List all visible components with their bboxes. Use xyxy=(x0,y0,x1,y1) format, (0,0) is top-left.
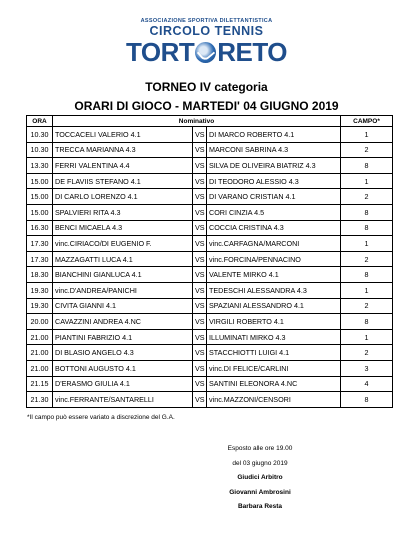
table-row xyxy=(27,360,393,376)
cell-time: 13.30 xyxy=(27,158,53,174)
cell-vs: VS xyxy=(193,158,207,174)
cell-time: 15.00 xyxy=(27,173,53,189)
cell-player-2: VALENTE MIRKO 4.1 xyxy=(207,267,341,283)
cell-court: 8 xyxy=(341,158,393,174)
cell-player-2: COCCIA CRISTINA 4.3 xyxy=(207,220,341,236)
cell-vs: VS xyxy=(193,251,207,267)
table-row xyxy=(27,220,393,236)
cell-player-1: CAVAZZINI ANDREA 4.NC xyxy=(53,314,193,330)
table-row xyxy=(27,345,393,361)
cell-vs: VS xyxy=(193,314,207,330)
cell-time: 21.30 xyxy=(27,392,53,408)
cell-time: 21.15 xyxy=(27,376,53,392)
table-row xyxy=(27,189,393,205)
cell-player-1: DI BLASIO ANGELO 4.3 xyxy=(53,345,193,361)
cell-time: 21.00 xyxy=(27,329,53,345)
tennis-ball-icon xyxy=(195,42,216,63)
cell-player-1: BOTTONI AUGUSTO 4.1 xyxy=(53,360,193,376)
cell-time: 16.30 xyxy=(27,220,53,236)
cell-player-2: SPAZIANI ALESSANDRO 4.1 xyxy=(207,298,341,314)
cell-vs: VS xyxy=(193,189,207,205)
table-row xyxy=(27,329,393,345)
association-name: ASSOCIAZIONE SPORTIVA DILETTANTISTICA xyxy=(140,18,273,24)
cell-player-1: FERRI VALENTINA 4.4 xyxy=(53,158,193,174)
cell-vs: VS xyxy=(193,204,207,220)
referee-name-1: Giovanni Ambrosini xyxy=(229,488,291,496)
cell-court: 1 xyxy=(341,127,393,143)
cell-court: 2 xyxy=(341,189,393,205)
cell-player-2: DI TEODORO ALESSIO 4.3 xyxy=(207,173,341,189)
cell-court: 4 xyxy=(341,376,393,392)
cell-time: 10.30 xyxy=(27,142,53,158)
cell-player-1: DE FLAVIIS STEFANO 4.1 xyxy=(53,173,193,189)
cell-vs: VS xyxy=(193,173,207,189)
column-header-campo: CAMPO* xyxy=(341,116,393,127)
cell-player-2: vinc.DI FELICE/CARLINI xyxy=(207,360,341,376)
cell-court: 8 xyxy=(341,267,393,283)
referee-name-2: Barbara Resta xyxy=(237,503,283,510)
cell-vs: VS xyxy=(193,267,207,283)
cell-court: 1 xyxy=(341,282,393,298)
posted-time: Esposto alle ore 19.00 xyxy=(227,445,293,452)
cell-time: 21.00 xyxy=(27,360,53,376)
table-row xyxy=(27,236,393,252)
cell-player-2: ILLUMINATI MIRKO 4.3 xyxy=(207,329,341,345)
cell-court: 2 xyxy=(341,142,393,158)
table-row xyxy=(27,376,393,392)
table-row xyxy=(27,314,393,330)
table-row xyxy=(27,127,393,143)
cell-player-1: BENCI MICAELA 4.3 xyxy=(53,220,193,236)
cell-player-1: SPALVIERI RITA 4.3 xyxy=(53,204,193,220)
cell-player-2: SANTINI ELEONORA 4.NC xyxy=(207,376,341,392)
cell-player-2: vinc.CARFAGNA/MARCONI xyxy=(207,236,341,252)
schedule-table xyxy=(26,115,393,408)
table-row xyxy=(27,298,393,314)
cell-player-1: vinc.FERRANTE/SANTARELLI xyxy=(53,392,193,408)
cell-player-1: MAZZAGATTI LUCA 4.1 xyxy=(53,251,193,267)
cell-vs: VS xyxy=(193,142,207,158)
cell-player-2: DI MARCO ROBERTO 4.1 xyxy=(207,127,341,143)
cell-vs: VS xyxy=(193,236,207,252)
cell-vs: VS xyxy=(193,345,207,361)
cell-vs: VS xyxy=(193,282,207,298)
cell-player-2: DI VARANO CRISTIAN 4.1 xyxy=(207,189,341,205)
table-row xyxy=(27,282,393,298)
cell-player-1: PIANTINI FABRIZIO 4.1 xyxy=(53,329,193,345)
cell-time: 19.30 xyxy=(27,282,53,298)
logo-text-right: RETO xyxy=(217,37,288,67)
cell-vs: VS xyxy=(193,298,207,314)
table-row xyxy=(27,173,393,189)
cell-court: 2 xyxy=(341,251,393,267)
cell-player-2: STACCHIOTTI LUIGI 4.1 xyxy=(207,345,341,361)
table-row xyxy=(27,142,393,158)
cell-court: 1 xyxy=(341,329,393,345)
cell-court: 3 xyxy=(341,360,393,376)
table-row xyxy=(27,204,393,220)
logo-text-left: TORT xyxy=(125,37,195,67)
schedule-title: ORARI DI GIOCO - MARTEDI' 04 GIUGNO 2019 xyxy=(74,99,339,113)
cell-court: 1 xyxy=(341,173,393,189)
cell-player-2: vinc.MAZZONI/CENSORI xyxy=(207,392,341,408)
cell-vs: VS xyxy=(193,329,207,345)
cell-player-1: CIVITA GIANNI 4.1 xyxy=(53,298,193,314)
cell-court: 8 xyxy=(341,314,393,330)
cell-vs: VS xyxy=(193,220,207,236)
cell-court: 2 xyxy=(341,298,393,314)
table-row xyxy=(27,267,393,283)
club-logo xyxy=(0,37,413,67)
cell-time: 17.30 xyxy=(27,251,53,267)
tournament-title: TORNEO IV categoria xyxy=(145,80,268,94)
cell-time: 18.30 xyxy=(27,267,53,283)
cell-court: 2 xyxy=(341,345,393,361)
cell-time: 20.00 xyxy=(27,314,53,330)
cell-player-1: vinc.CIRIACO/DI EUGENIO F. xyxy=(53,236,193,252)
cell-time: 17.30 xyxy=(27,236,53,252)
cell-player-1: D'ERASMO GIULIA 4.1 xyxy=(53,376,193,392)
cell-player-1: DI CARLO LORENZO 4.1 xyxy=(53,189,193,205)
cell-time: 10.30 xyxy=(27,127,53,143)
table-row xyxy=(27,392,393,408)
cell-player-2: SILVA DE OLIVEIRA BIATRIZ 4.3 xyxy=(207,158,341,174)
table-row xyxy=(27,251,393,267)
cell-vs: VS xyxy=(193,127,207,143)
cell-player-1: TRECCA MARIANNA 4.3 xyxy=(53,142,193,158)
court-change-note: *Il campo può essere variato a discrezione del G.A. xyxy=(27,414,175,421)
cell-vs: VS xyxy=(193,376,207,392)
cell-time: 19.30 xyxy=(27,298,53,314)
cell-court: 8 xyxy=(341,392,393,408)
cell-vs: VS xyxy=(193,360,207,376)
cell-player-1: vinc.D'ANDREA/PANICHI xyxy=(53,282,193,298)
cell-time: 21.00 xyxy=(27,345,53,361)
cell-player-2: TEDESCHI ALESSANDRA 4.3 xyxy=(207,282,341,298)
cell-player-1: TOCCACELI VALERIO 4.1 xyxy=(53,127,193,143)
cell-court: 8 xyxy=(341,204,393,220)
cell-court: 8 xyxy=(341,220,393,236)
cell-player-2: MARCONI SABRINA 4.3 xyxy=(207,142,341,158)
column-header-ora: ORA xyxy=(27,116,53,127)
cell-court: 1 xyxy=(341,236,393,252)
cell-player-1: BIANCHINI GIANLUCA 4.1 xyxy=(53,267,193,283)
cell-player-2: vinc.FORCINA/PENNACINO xyxy=(207,251,341,267)
referees-label: Giudici Arbitro xyxy=(237,474,283,481)
cell-player-2: VIRGILI ROBERTO 4.1 xyxy=(207,314,341,330)
posting-info xyxy=(200,442,320,515)
posted-date: del 03 giugno 2019 xyxy=(232,459,288,467)
club-name: CIRCOLO TENNIS xyxy=(149,24,264,38)
cell-vs: VS xyxy=(193,392,207,408)
column-header-nominativo: Nominativo xyxy=(53,116,341,127)
cell-player-2: CORI CINZIA 4.5 xyxy=(207,204,341,220)
table-header-row xyxy=(27,116,393,127)
cell-time: 15.00 xyxy=(27,204,53,220)
table-row xyxy=(27,158,393,174)
cell-time: 15.00 xyxy=(27,189,53,205)
